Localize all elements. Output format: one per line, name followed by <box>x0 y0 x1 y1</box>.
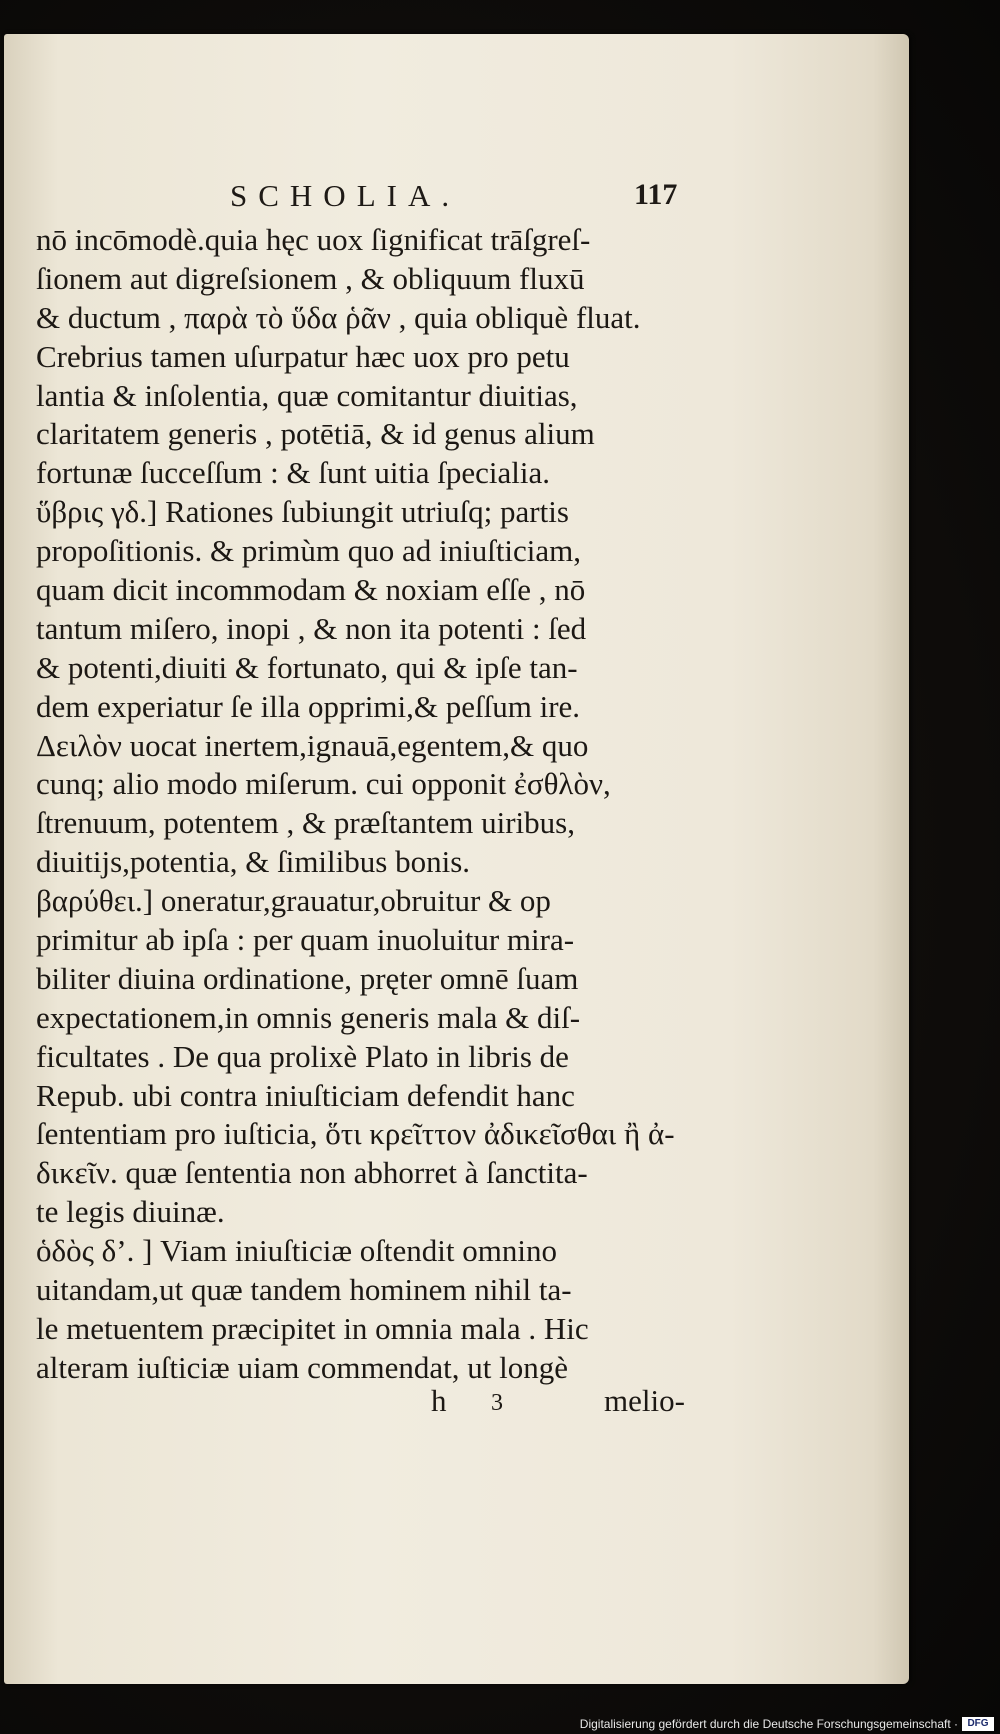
running-head: SCHOLIA. <box>230 178 461 213</box>
text-line: te legis diuinæ. <box>36 1194 225 1230</box>
text-line: expectationem,in omnis generis mala & diſ- <box>36 999 581 1035</box>
text-line: nō incōmodè.quia hęc uox ſignificat trāſgreſ- <box>36 222 591 257</box>
text-line: βαρύθει.] oneratur,grauatur,obruitur & op <box>36 883 551 919</box>
text-line: cunq; alio modo miſerum. cui opponit ἐσθλὸν, <box>36 766 611 802</box>
page-footer <box>4 1383 909 1423</box>
text-line: Repub. ubi contra iniuſticiam defendit hanc <box>36 1077 575 1113</box>
text-line: biliter diuina ordinatione, pręter omnē ſuam <box>36 960 579 996</box>
text-line: & ductum , παρὰ τὸ ὕδα ῥᾶν , quia obliquè fluat. <box>36 299 641 335</box>
page-header <box>4 178 909 218</box>
text-line: ſententiam pro iuſticia, ὅτι κρεῖττον ἀδικεῖσθαι ἢ ἀ- <box>36 1116 675 1152</box>
book-page <box>4 34 909 1684</box>
text-line: quam dicit incommodam & noxiam eſſe , nō <box>36 572 586 608</box>
text-line: ſtrenuum, potentem , & præſtantem uiribus, <box>36 805 575 841</box>
signature-number: 3 <box>491 1390 503 1416</box>
text-line: δικεῖν. quæ ſententia non abhorret à ſanctita- <box>36 1155 588 1191</box>
body-text <box>36 221 696 1388</box>
text-line: Crebrius tamen uſurpatur hæc uox pro petu <box>36 338 570 374</box>
text-line: tantum miſero, inopi , & non ita potenti : ſed <box>36 610 587 646</box>
text-line: ficultates . De qua prolixè Plato in libris de <box>36 1038 569 1074</box>
text-line: Δειλὸν uocat inertem,ignauā,egentem,& quo <box>36 727 589 763</box>
text-line: claritatem generis , potētiā, & id genus alium <box>36 416 595 452</box>
funding-credit: Digitalisierung gefördert durch die Deutsche Forschungsgemeinschaft · <box>579 1717 958 1731</box>
catchword: melio- <box>604 1383 685 1418</box>
text-line: lantia & inſolentia, quæ comitantur diuitias, <box>36 377 578 413</box>
text-line: primitur ab ipſa : per quam inuoluitur mira- <box>36 922 575 958</box>
text-line: ſionem aut digreſsionem , & obliquum fluxū <box>36 260 585 296</box>
text-line: propoſitionis. & primùm quo ad iniuſticiam, <box>36 533 582 569</box>
signature-mark: h <box>431 1383 447 1418</box>
digitization-credit-bar <box>0 1715 1000 1734</box>
text-line: & potenti,diuiti & fortunato, qui & ipſe tan- <box>36 649 578 685</box>
text-line: alteram iuſticiæ uiam commendat, ut longè <box>36 1349 569 1385</box>
text-line: diuitijs,potentia, & ſimilibus bonis. <box>36 844 471 880</box>
text-line: uitandam,ut quæ tandem hominem nihil ta- <box>36 1272 572 1308</box>
text-line: ὁδὸς δ’. ] Viam iniuſticiæ oſtendit omnino <box>36 1233 557 1269</box>
text-line: ὕβρις γδ.] Rationes ſubiungit utriuſq; partis <box>36 494 569 530</box>
text-line: le metuentem præcipitet in omnia mala . Hic <box>36 1310 589 1346</box>
text-line: fortunæ ſucceſſum : & ſunt uitia ſpecialia. <box>36 455 550 491</box>
dfg-logo-icon: DFG <box>962 1717 994 1731</box>
page-number: 117 <box>634 178 678 211</box>
text-line: dem experiatur ſe illa opprimi,& peſſum ire. <box>36 688 581 724</box>
